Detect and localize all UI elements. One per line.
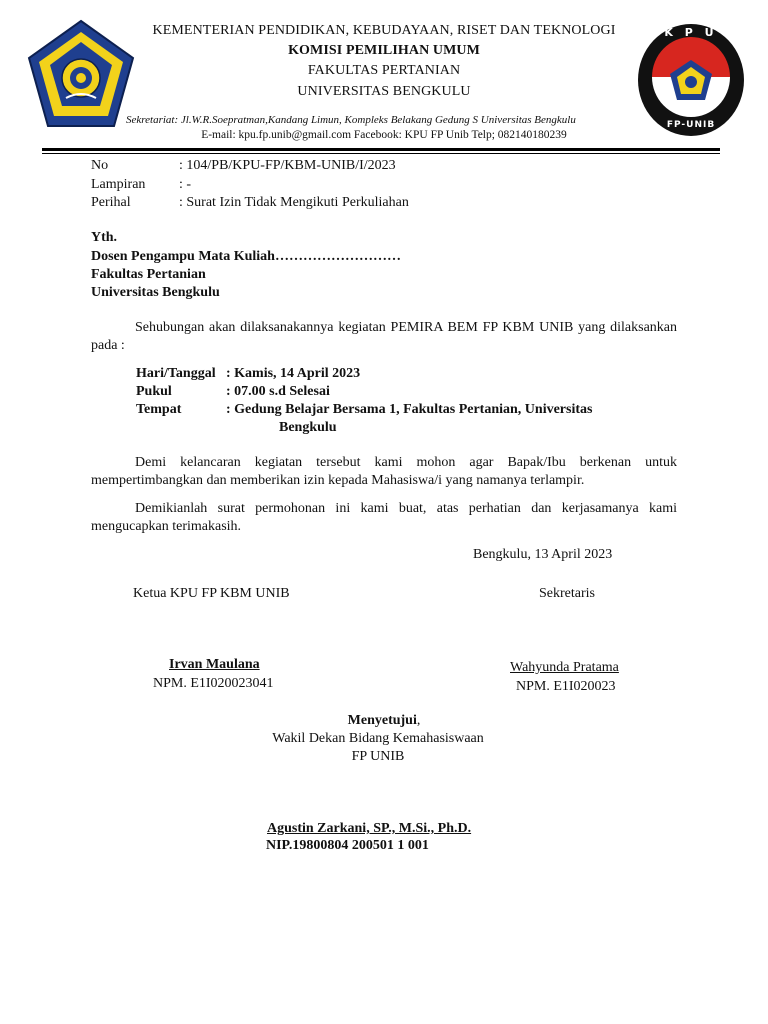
meta-number-label: No: [91, 158, 109, 173]
meta-subject-value: : Surat Izin Tidak Mengikuti Perkuliahan: [179, 195, 409, 210]
body-paragraph-3: Demikianlah surat permohonan ini kami buat, atas perhatian dan kerjasamanya kami mengucapkan terimakasih.: [91, 501, 677, 534]
detail-time-label: Pukul: [136, 384, 172, 399]
detail-place-continued: Bengkulu: [279, 420, 337, 435]
approval-unit: FP UNIB: [351, 749, 405, 764]
approver-name: Agustin Zarkani, SP., M.Si., Ph.D.: [267, 821, 472, 836]
detail-place-value: : Gedung Belajar Bersama 1, Fakultas Pertanian, Universitas: [226, 402, 593, 417]
recipient-yth: Yth.: [91, 230, 118, 245]
header-divider-thick: [42, 148, 720, 151]
meta-attachment-label: Lampiran: [91, 177, 146, 192]
header-contact: E-mail: kpu.fp.unib@gmail.com Facebook: KPU FP Unib Telp; 082140180239: [201, 129, 567, 141]
body-paragraph-1: Sehubungan akan dilaksanakannya kegiatan PEMIRA BEM FP KBM UNIB yang dilaksankan pada :: [91, 320, 677, 353]
kpu-logo-top-text: K P U: [664, 26, 718, 39]
signer-left-name: Irvan Maulana: [169, 657, 260, 672]
body-paragraph-2: Demi kelancaran kegiatan tersebut kami mohon agar Bapak/Ibu berkenan untuk mempertimbangkan dan memberikan izin kepada Mahasiswa/i yang namanya terlampir.: [91, 455, 677, 488]
detail-date-label: Hari/Tanggal: [136, 366, 216, 381]
signer-left-id: NPM. E1I020023041: [153, 676, 274, 691]
meta-number-value: : 104/PB/KPU-FP/KBM-UNIB/I/2023: [179, 158, 396, 173]
signer-left-title: Ketua KPU FP KBM UNIB: [133, 586, 290, 601]
recipient-line1: Dosen Pengampu Mata Kuliah………………………: [91, 249, 401, 264]
recipient-line3: Universitas Bengkulu: [91, 285, 220, 300]
signer-right-id: NPM. E1I020023: [516, 679, 616, 694]
meta-attachment-value: : -: [179, 177, 192, 192]
header-ministry: KEMENTERIAN PENDIDIKAN, KEBUDAYAAN, RISET DAN TEKNOLOGI: [152, 23, 616, 38]
meta-subject-label: Perihal: [91, 195, 131, 210]
header-divider-thin: [42, 153, 720, 154]
header-address: Sekretariat: Jl.W.R.Soepratman,Kandang Limun, Kompleks Belakang Gedung S Universitas Bengkulu: [126, 114, 576, 126]
approver-id: NIP.19800804 200501 1 001: [266, 838, 429, 853]
approval-title: Wakil Dekan Bidang Kemahasiswaan: [272, 731, 484, 746]
approval-heading: Menyetujui,: [347, 713, 421, 728]
recipient-line2: Fakultas Pertanian: [91, 267, 206, 282]
kpu-fp-unib-logo-icon: [636, 22, 746, 138]
detail-date-value: : Kamis, 14 April 2023: [226, 366, 361, 381]
detail-time-value: : 07.00 s.d Selesai: [226, 384, 330, 399]
date-place: Bengkulu, 13 April 2023: [473, 547, 613, 562]
signer-right-name: Wahyunda Pratama: [510, 660, 619, 675]
header-commission: KOMISI PEMILIHAN UMUM: [288, 43, 480, 58]
header-faculty: FAKULTAS PERTANIAN: [307, 63, 461, 78]
header-university: UNIVERSITAS BENGKULU: [297, 84, 471, 99]
kpu-logo-bottom-text: FP-UNIB: [666, 120, 716, 130]
signer-right-title: Sekretaris: [539, 586, 595, 601]
detail-place-label: Tempat: [136, 402, 182, 417]
